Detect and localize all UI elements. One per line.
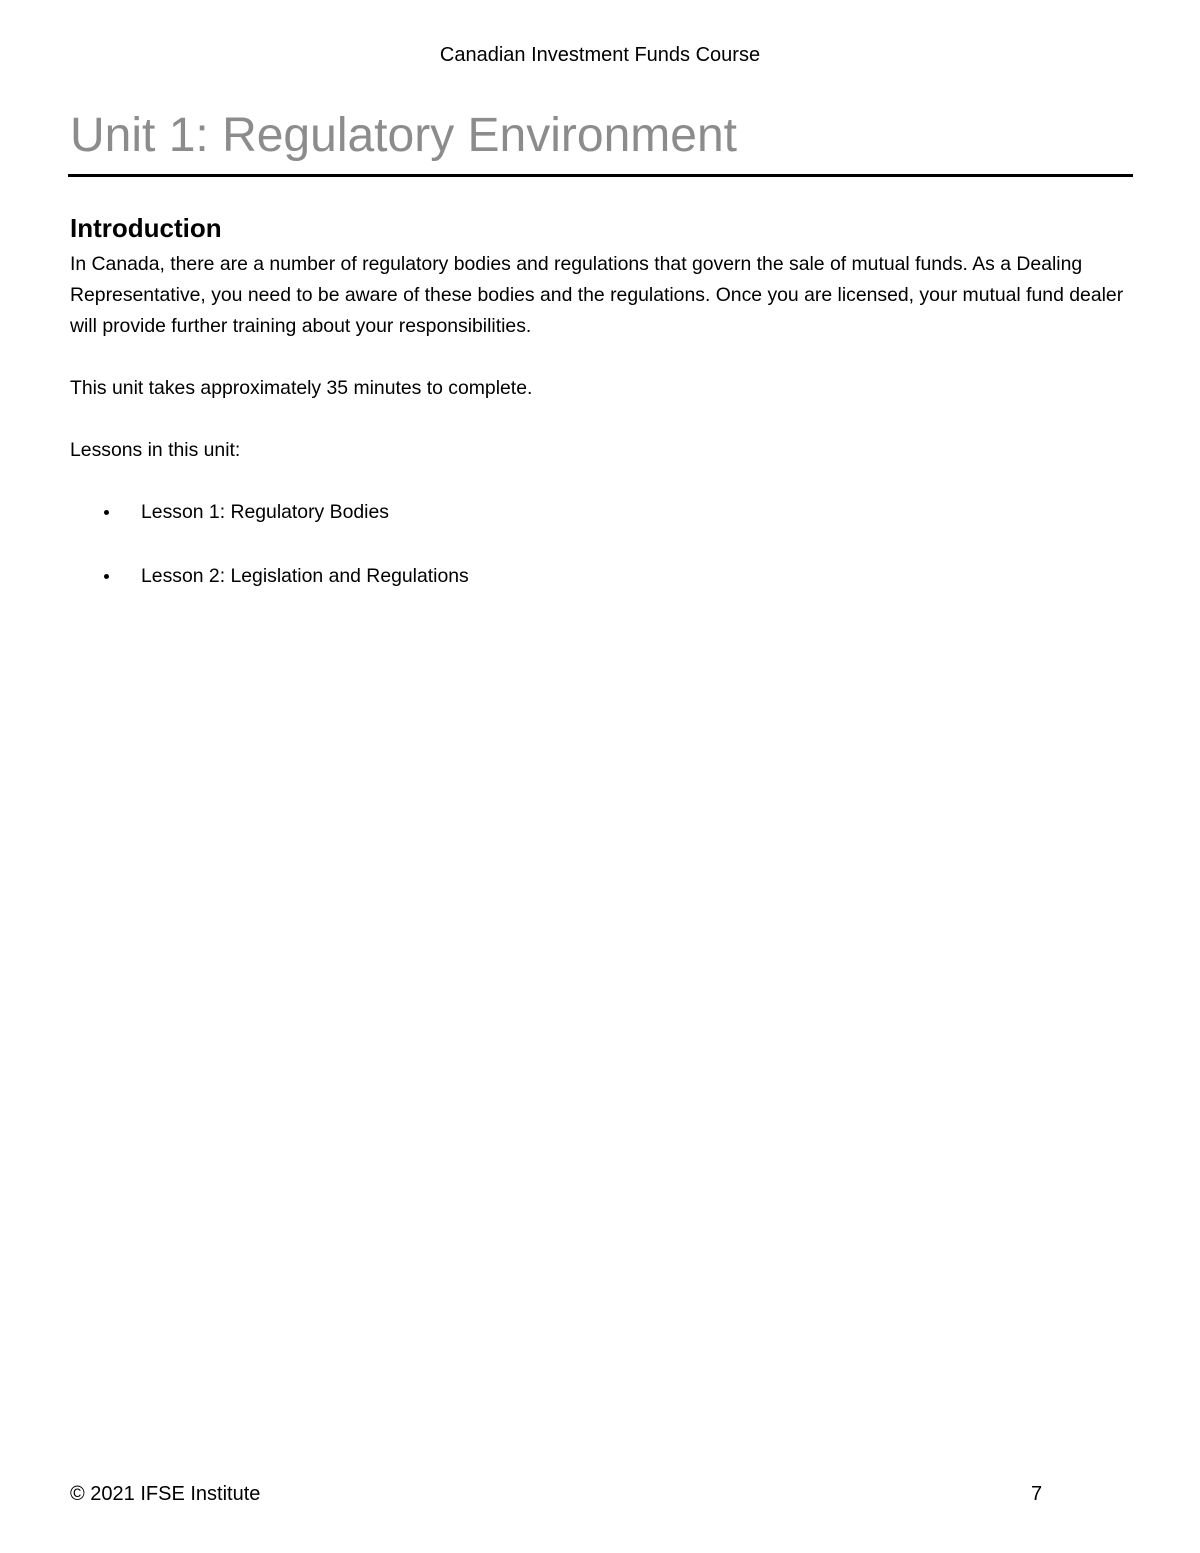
page-header: Canadian Investment Funds Course bbox=[439, 44, 761, 66]
duration-text: This unit takes approximately 35 minutes to complete. bbox=[70, 377, 533, 399]
lessons-label: Lessons in this unit: bbox=[70, 439, 241, 461]
page-number: 7 bbox=[1031, 1483, 1043, 1505]
unit-title: Unit 1: Regulatory Environment bbox=[70, 109, 737, 162]
lesson-label: Lesson 2: Legislation and Regulations bbox=[141, 565, 469, 587]
footer-copyright: © 2021 IFSE Institute bbox=[70, 1483, 261, 1505]
bullet-icon bbox=[104, 574, 109, 579]
bullet-icon bbox=[104, 510, 109, 515]
title-divider bbox=[68, 174, 1133, 177]
intro-paragraph: In Canada, there are a number of regulatory bodies and regulations that govern the sale of mutual funds. As a Dealing Representative, you need to be aware of these bodies and the regulations. Once you are licensed, your mutual fund dealer will provide further training about your responsibilities. bbox=[70, 253, 1124, 337]
lesson-label: Lesson 1: Regulatory Bodies bbox=[141, 501, 389, 523]
section-heading-introduction: Introduction bbox=[70, 213, 222, 243]
